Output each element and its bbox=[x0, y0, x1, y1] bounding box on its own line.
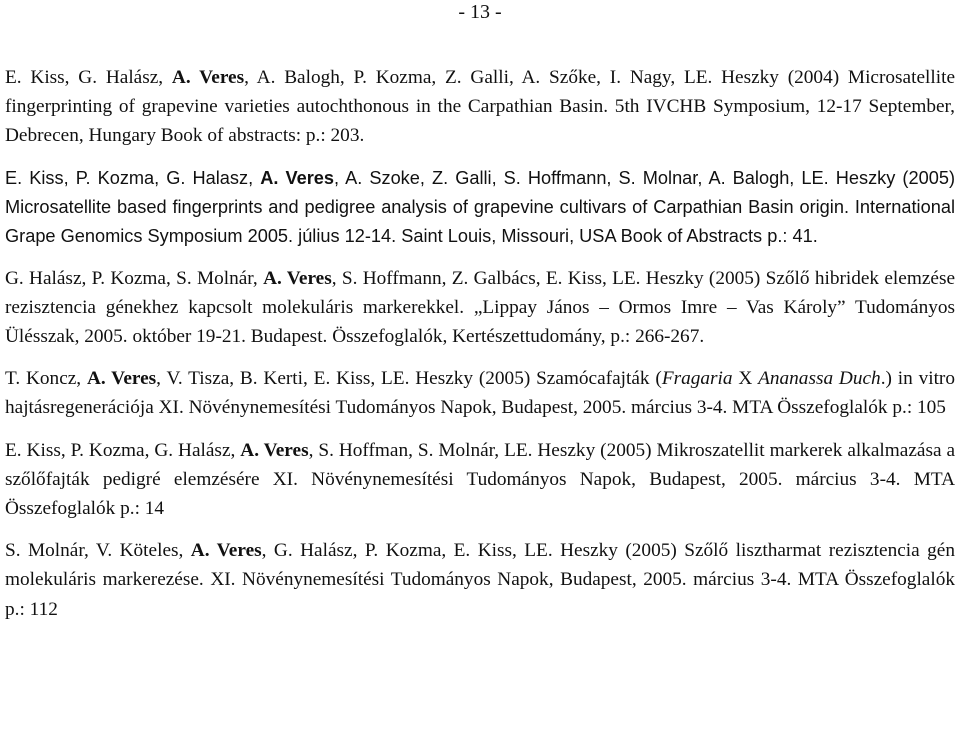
reference-text: .) in vitro hajtásregenerációja XI. Növénynemesítési Tudományos Napok, Budapest, 2005. március 3-4. MTA Összefoglalók p.: 105 bbox=[5, 368, 955, 419]
reference-text: , S. Hoffmann, Z. Galbács, E. Kiss, LE. Heszky (2005) Szőlő hibridek elemzése rezisztencia génekhez kapcsolt molekuláris markerekkel. „Lippay János – Ormos Imre – Vas Károly” Tudományos Ülésszak, 2005. október 19-21. Budapest. Összefoglalók, Kertészettudomány, p.: 266-267. bbox=[5, 267, 956, 348]
reference-entry bbox=[5, 63, 955, 151]
reference-entry bbox=[5, 364, 955, 422]
reference-text: , A. Szoke, Z. Galli, S. Hoffmann, S. Molnar, A. Balogh, LE. Heszky (2005) Microsatellite based fingerprints and pedigree analysis of grapevine cultivars of Carpathian Basin origin. International Grape Genomics Symposium 2005. július 12-14. Saint Louis, Missouri, USA Book of Abstracts p.: 41. bbox=[5, 167, 955, 246]
page-number: - 13 - bbox=[458, 1, 502, 23]
author-highlight: A. Veres bbox=[86, 368, 157, 390]
reference-text: E. Kiss, G. Halász, bbox=[5, 67, 172, 88]
author-highlight: A. Veres bbox=[263, 267, 332, 289]
reference-entry bbox=[5, 264, 955, 352]
reference-text: , V. Tisza, B. Kerti, E. Kiss, LE. Heszky (2005) Szamócafajták ( bbox=[156, 368, 662, 390]
reference-entry bbox=[5, 436, 955, 524]
reference-entry bbox=[5, 536, 955, 624]
reference-text: X bbox=[732, 368, 759, 390]
author-highlight: A. Veres bbox=[240, 439, 309, 461]
reference-list bbox=[5, 63, 955, 637]
reference-text: E. Kiss, P. Kozma, G. Halász, bbox=[5, 439, 241, 461]
reference-text: E. Kiss, P. Kozma, G. Halasz, bbox=[5, 167, 261, 188]
reference-text: G. Halász, P. Kozma, S. Molnár, bbox=[5, 267, 264, 289]
reference-text: , S. Hoffman, S. Molnár, LE. Heszky (2005) Mikroszatellit markerek alkalmazása a szőlőfajták pedigré elemzésére XI. Növénynemesítési Tudományos Napok, Budapest, 2005. március 3-4. MTA Összefoglalók p.: 14 bbox=[5, 439, 956, 520]
reference-text: , G. Halász, P. Kozma, E. Kiss, LE. Heszky (2005) Szőlő lisztharmat rezisztencia gén molekuláris markerezése. XI. Növénynemesítési Tudományos Napok, Budapest, 2005. március 3-4. MTA Összefoglalók p.: 112 bbox=[5, 540, 955, 620]
reference-text: S. Molnár, V. Köteles, bbox=[5, 540, 191, 562]
italic-text: Ananassa Duch bbox=[758, 368, 881, 390]
reference-text: T. Koncz, bbox=[5, 368, 87, 390]
author-highlight: A. Veres bbox=[171, 67, 245, 88]
reference-text: , A. Balogh, P. Kozma, Z. Galli, A. Szőke, I. Nagy, LE. Heszky (2004) Microsatellite fingerprinting of grapevine varieties autochthonous in the Carpathian Basin. 5th IVCHB Symposium, 12-17 September, Debrecen, Hungary Book of abstracts: p.: 203. bbox=[5, 67, 956, 147]
italic-text: Fragaria bbox=[661, 368, 733, 390]
author-highlight: A. Veres bbox=[260, 167, 335, 188]
reference-entry bbox=[5, 164, 955, 251]
author-highlight: A. Veres bbox=[190, 540, 262, 562]
